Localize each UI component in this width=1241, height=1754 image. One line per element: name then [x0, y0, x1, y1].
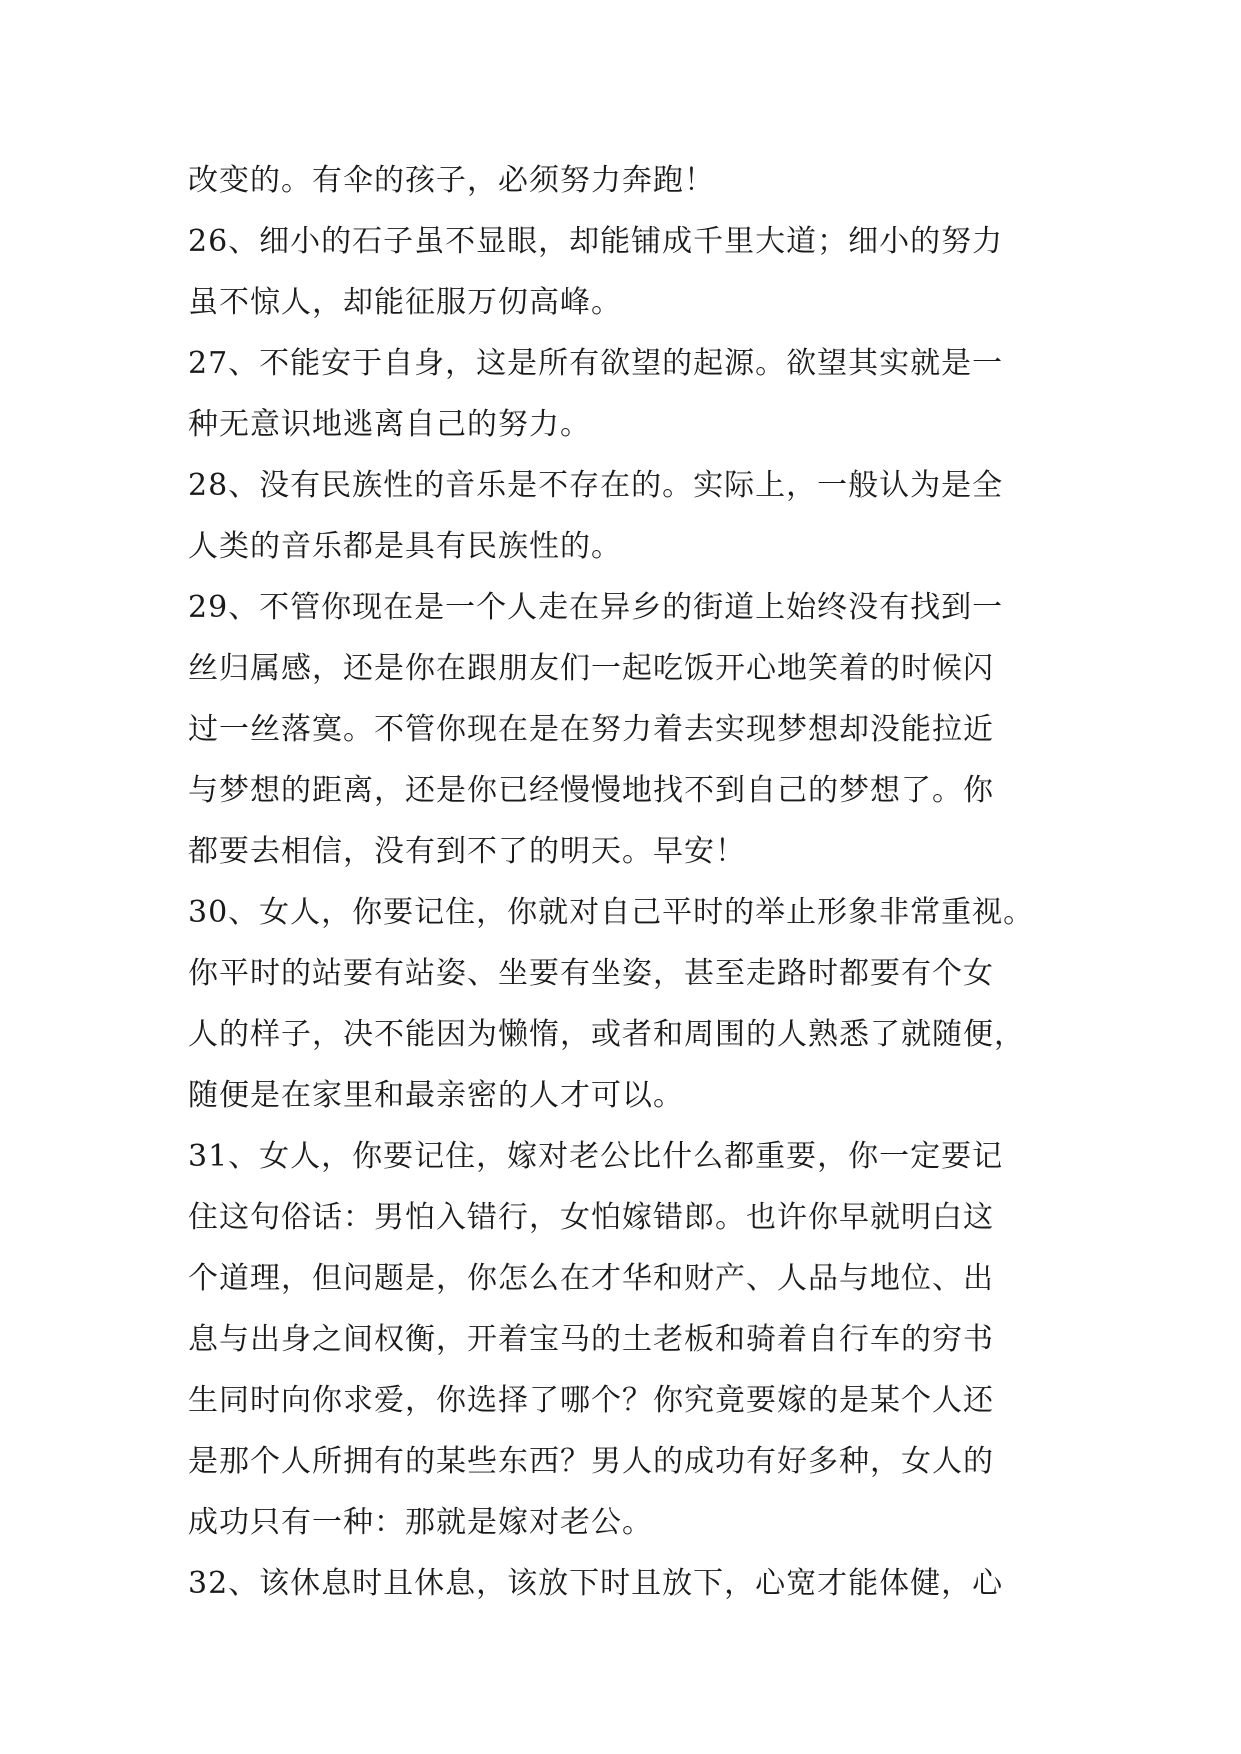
- text-line: 种无意识地逃离自己的努力。: [188, 407, 591, 442]
- text-line: 26、细小的石子虽不显眼，却能铺成千里大道；细小的努力: [188, 224, 1004, 259]
- text-line: 生同时向你求爱，你选择了哪个？你究竟要嫁的是某个人还: [188, 1383, 994, 1418]
- text-line: 32、该休息时且休息，该放下时且放下，心宽才能体健，心: [188, 1566, 1004, 1601]
- text-line: 与梦想的距离，还是你已经慢慢地找不到自己的梦想了。你: [188, 773, 994, 808]
- text-line: 过一丝落寞。不管你现在是在努力着去实现梦想却没能拉近: [188, 712, 994, 747]
- text-line: 丝归属感，还是你在跟朋友们一起吃饭开心地笑着的时候闪: [188, 651, 994, 686]
- document-body: [188, 150, 1058, 1614]
- text-line: 你平时的站要有站姿、坐要有坐姿，甚至走路时都要有个女: [188, 956, 994, 991]
- text-line: 住这句俗话：男怕入错行，女怕嫁错郎。也许你早就明白这: [188, 1200, 994, 1235]
- text-line: 息与出身之间权衡，开着宝马的土老板和骑着自行车的穷书: [188, 1322, 994, 1357]
- text-line: 人类的音乐都是具有民族性的。: [188, 529, 622, 564]
- text-line: 个道理，但问题是，你怎么在才华和财产、人品与地位、出: [188, 1261, 994, 1296]
- text-line: 29、不管你现在是一个人走在异乡的街道上始终没有找到一: [188, 590, 1004, 625]
- text-line: 都要去相信，没有到不了的明天。早安！: [188, 834, 746, 869]
- text-line: 改变的。有伞的孩子，必须努力奔跑！: [188, 163, 715, 198]
- text-line: 27、不能安于自身，这是所有欲望的起源。欲望其实就是一: [188, 346, 1004, 381]
- text-line: 是那个人所拥有的某些东西？男人的成功有好多种，女人的: [188, 1444, 994, 1479]
- text-line: 人的样子，决不能因为懒惰，或者和周围的人熟悉了就随便，: [188, 1017, 1025, 1052]
- text-line: 28、没有民族性的音乐是不存在的。实际上，一般认为是全: [188, 468, 1004, 503]
- text-line: 随便是在家里和最亲密的人才可以。: [188, 1078, 684, 1113]
- text-line: 31、女人，你要记住，嫁对老公比什么都重要，你一定要记: [188, 1139, 1004, 1174]
- text-line: 虽不惊人，却能征服万仞高峰。: [188, 285, 622, 320]
- text-line: 30、女人，你要记住，你就对自己平时的举止形象非常重视。: [188, 895, 1035, 930]
- text-line: 成功只有一种：那就是嫁对老公。: [188, 1505, 653, 1540]
